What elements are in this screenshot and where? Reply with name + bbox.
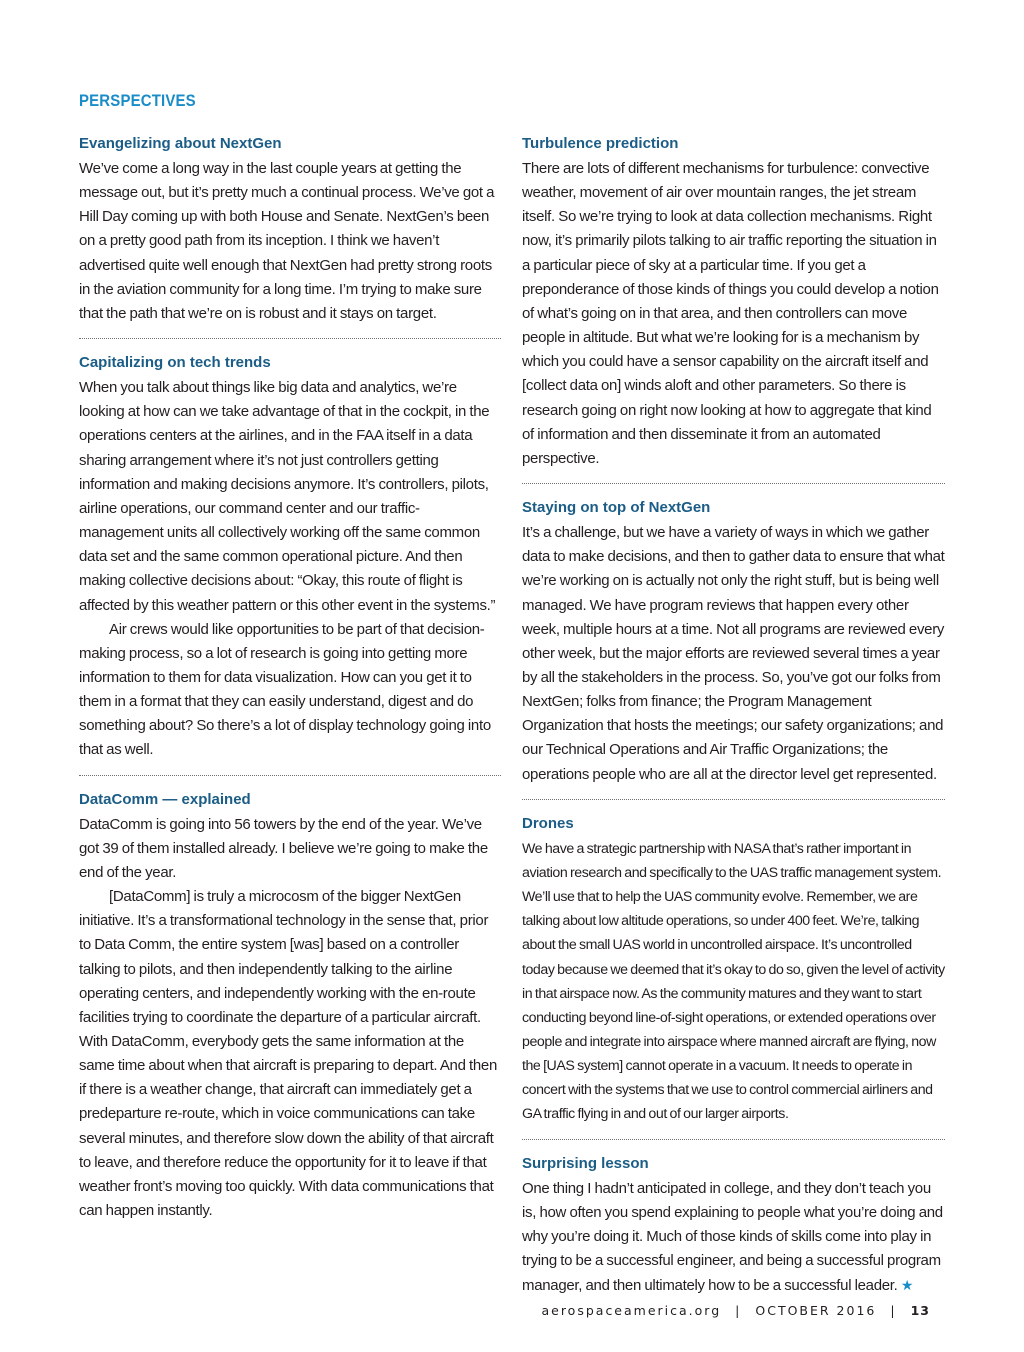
article-section-staying-on-top	[522, 497, 945, 787]
dotted-divider	[522, 1139, 945, 1140]
article-section-evangelizing	[79, 133, 501, 326]
dotted-divider	[522, 799, 945, 800]
body-paragraph: We’ve come a long way in the last couple years at getting the message out, but it’s pretty much a continual process. We’ve got a Hill Day coming up with both House and Senate. NextGen’s been on a pretty good path from its inception. I think we haven’t advertised quite well enough that NextGen had pretty strong roots in the aviation community for a long time. I’m trying to make sure that the path that we’re on is robust and it stays on target.	[79, 160, 495, 322]
article-section-surprising-lesson	[522, 1153, 945, 1299]
footer-issue: OCTOBER 2016	[755, 1303, 877, 1318]
body-paragraph: When you talk about things like big data and analytics, we’re looking at how can we take advantage of that in the cockpit, in the operations centers at the airlines, and in the FAA itself in a data sharing arrangement where it’s not just controllers getting information and making decisions anymore. It’s controllers, pilots, airline operations, our command center and our traffic-management units all collectively working off the same common data set and the same common operational picture. And then making collective decisions about: “Okay, this route of flight is affected by this weather pattern or this other event in the systems.”	[79, 379, 496, 614]
page-number: 13	[910, 1303, 930, 1318]
section-heading: DataComm — explained	[79, 790, 251, 808]
section-heading: Capitalizing on tech trends	[79, 354, 271, 372]
dotted-divider	[79, 338, 501, 339]
footer-separator: |	[735, 1303, 742, 1318]
body-paragraph: [DataComm] is truly a microcosm of the bigger NextGen initiative. It’s a transformational technology in the sense that, prior to Data Comm, the entire system [was] based on a controller talking to pilots, and then independently talking to the airline operating centers, and independently working with the en-route facilities trying to coordinate the departure of a particular aircraft. With DataComm, everybody gets the same information at the same time about when that aircraft is preparing to depart. And then if there is a weather change, that aircraft can immediately get a predeparture re-route, which in voice communications can take several minutes, and therefore slow down the ability of that aircraft to leave, and therefore reduce the opportunity for it to leave if that weather front’s moving too quickly. With data communications that can happen instantly.	[79, 888, 497, 1220]
body-paragraph: Air crews would like opportunities to be part of that decision-making process, so a lot of research is going into getting more information to them for data visualization. How can you get it to them in a format that they can easily understand, digest and do something about? So there’s a lot of display technology going into that as well.	[79, 620, 491, 759]
footer-separator: |	[890, 1303, 897, 1318]
dotted-divider	[79, 775, 501, 776]
section-heading: Surprising lesson	[522, 1154, 649, 1172]
article-section-datacomm	[79, 789, 501, 1224]
section-heading: Drones	[522, 814, 574, 832]
body-paragraph: There are lots of different mechanisms for turbulence: convective weather, movement of air over mountain ranges, the jet stream itself. So we’re trying to look at data collection mechanisms. Right now, it’s primarily pilots talking to air traffic reporting the situation in a particular piece of sky at a particular time. If you get a preponderance of those kinds of things you could develop a notion of what’s going on in that area, and then controllers can move people in altitude. But what we’re looking for is a mechanism by which you could have a sensor capability on the aircraft itself and [collect data on] winds aloft and other parameters. So there is research going on right now looking at how to aggregate that kind of information and then disseminate it from an automated perspective.	[522, 160, 939, 467]
article-section-drones	[522, 813, 945, 1127]
body-paragraph: One thing I hadn’t anticipated in college, and they don’t teach you is, how often you spend explaining to people what you’re doing and why you’re doing it. Much of those kinds of skills come into play in trying to be a successful engineer, and being a successful program manager, and then ultimately how to be a successful leader.	[522, 1179, 943, 1295]
article-section-tech-trends	[79, 352, 501, 763]
body-paragraph: It’s a challenge, but we have a variety of ways in which we gather data to make decisions, and then to gather data to ensure that what we’re working on is actually not only the right stuff, but is being well managed. We have program reviews that happen every other week, multiple hours at a time. Not all programs are reviewed every other week, but the major efforts are reviewed several times a year by all the stakeholders in the process. So, you’ve got our folks from NextGen; folks from finance; the Program Management Organization that hosts the meetings; our safety organizations; and our Technical Operations and Air Traffic Organizations; the operations people who are all at the director level get represented.	[522, 524, 945, 783]
section-label: PERSPECTIVES	[79, 91, 196, 110]
body-paragraph: DataComm is going into 56 towers by the end of the year. We’ve got 39 of them installed already. I believe we’re going to make the end of the year.	[79, 815, 488, 881]
section-heading: Staying on top of NextGen	[522, 499, 711, 517]
page-footer	[520, 1303, 930, 1318]
section-heading: Turbulence prediction	[522, 135, 679, 152]
article-section-turbulence	[522, 133, 945, 471]
body-paragraph-with-end-mark	[522, 1177, 945, 1299]
footer-website: aerospaceamerica.org	[541, 1303, 722, 1318]
star-icon: ★	[900, 1277, 914, 1294]
left-column	[79, 133, 501, 1223]
dotted-divider	[522, 483, 945, 484]
right-column	[522, 133, 945, 1298]
section-heading: Evangelizing about NextGen	[79, 135, 282, 152]
body-paragraph: We have a strategic partnership with NASA that’s rather important in aviation research and specifically to the UAS traffic management system. We’ll use that to help the UAS community evolve. Remember, we are talking about low altitude operations, so under 400 feet. We’re, talking about the small UAS world in uncontrolled airspace. It’s uncontrolled today because we deemed that it’s okay to do so, given the level of activity in that airspace now. As the community matures and they want to start conducting beyond line-of-sight operations, or extended operations over people and integrate into airspace where manned aircraft are flying, now the [UAS system] cannot operate in a vacuum. It needs to operate in concert with the systems that we use to control commercial airliners and GA traffic flying in and out of our larger airports.	[522, 840, 945, 1123]
